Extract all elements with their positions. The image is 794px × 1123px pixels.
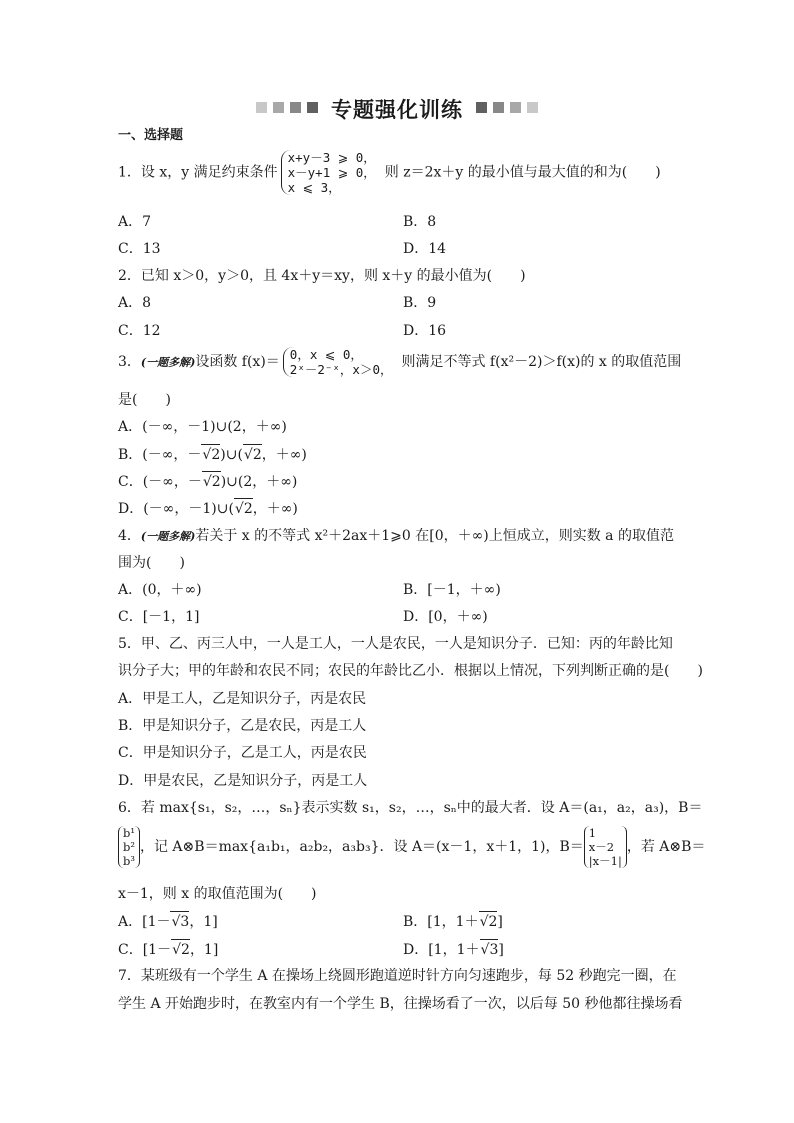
section-heading: 一、选择题 [118, 128, 184, 143]
constraint-brace: x+y－3 ⩾ 0， x－y+1 ⩾ 0， x ⩽ 3， [281, 150, 382, 195]
q6-option-c: C．[1－√ 2，1] [118, 939, 218, 960]
one-problem-multi-solution-tag: (一题多解) [140, 356, 196, 369]
q4-option-c: C．[－1，1] [118, 609, 200, 625]
question-3-stem-cont: 是( ) [118, 392, 171, 408]
q1-option-d: D．14 [403, 241, 447, 257]
decor-squares-left [253, 101, 321, 117]
question-6-stem-end: x－1，则 x 的取值范围为( ) [118, 886, 317, 902]
q5-option-d: D．甲是农民，乙是知识分子，丙是工人 [118, 773, 368, 789]
title-banner [0, 94, 794, 124]
q2-option-b: B．9 [403, 295, 437, 311]
q2-option-a: A．8 [118, 295, 152, 311]
q1-option-c: C．13 [118, 241, 161, 257]
q6-option-a: A．[1－√ 3，1] [118, 911, 218, 932]
q3-option-d: D．(－∞，－1)∪(√ 2，＋∞) [118, 498, 298, 519]
q4-option-a: A．(0，＋∞) [118, 582, 202, 598]
page-title: 专题强化训练 [331, 98, 463, 122]
q1-option-a: A．7 [118, 214, 152, 230]
question-4-stem-cont: 围为( ) [118, 555, 185, 571]
q6-option-d: D．[1，1＋√ 3] [403, 939, 504, 960]
q1-option-b: B．8 [403, 214, 437, 230]
decor-squares-right [473, 101, 541, 117]
question-7-stem: 7．某班级有一个学生 A 在操场上绕圆形跑道逆时针方向匀速跑步，每 52 秒跑完一圈，在 [118, 968, 677, 984]
q2-option-d: D．16 [403, 323, 447, 339]
q5-option-a: A．甲是工人，乙是知识分子，丙是农民 [118, 691, 367, 707]
q3-option-b: B．(－∞，－√ 2)∪(√ 2，＋∞) [118, 444, 307, 465]
question-3-stem: 3．(一题多解)设函数 f(x)＝ 0，x ⩽ 0， 2ˣ－2⁻ˣ，x＞0， 则满足不等式 f(x²－2)＞f(x)的 x 的取值范围 [118, 347, 682, 377]
question-2-stem: 2．已知 x＞0，y＞0，且 4x＋y＝xy，则 x＋y 的最小值为( ) [118, 268, 526, 284]
q3-option-c: C．(－∞，－√ 2)∪(2，＋∞) [118, 471, 297, 492]
question-6-stem: 6．若 max{s₁，s₂，…，sₙ}表示实数 s₁，s₂，…，sₙ中的最大者．设 A＝(a₁，a₂，a₃)，B＝ [118, 800, 703, 816]
q5-option-c: C．甲是知识分子，乙是工人，丙是农民 [118, 745, 367, 761]
q4-option-b: B．[－1，＋∞) [403, 582, 501, 598]
question-5-stem: 5．甲、乙、丙三人中，一人是工人，一人是农民，一人是知识分子．已知：丙的年龄比知 [118, 636, 673, 652]
vector-b-defined: 1 x－2 |x－1| [584, 826, 627, 868]
q5-option-b: B．甲是知识分子，乙是农民，丙是工人 [118, 718, 367, 734]
question-7-stem-cont: 学生 A 开始跑步时，在教室内有一个学生 B，往操场看了一次，以后每 50 秒他都往操场看 [118, 996, 683, 1012]
question-6-stem-cont: b¹ b² b³ ，记 A⊗B＝max{a₁b₁，a₂b₂，a₃b₃}．设 A＝(x－1，x＋1，1)，B＝ 1 x－2 |x－1| ，若 A⊗B＝ [118, 826, 705, 868]
q6-option-b: B．[1，1＋√ 2] [403, 911, 503, 932]
vector-b: b¹ b² b³ [118, 826, 140, 868]
question-4-stem: 4．(一题多解)若关于 x 的不等式 x²＋2ax＋1⩾0 在[0，＋∞)上恒成立，则实数 a 的取值范 [118, 528, 674, 544]
piecewise-brace: 0，x ⩽ 0， 2ˣ－2⁻ˣ，x＞0， [283, 347, 399, 377]
q3-option-a: A．(－∞，－1)∪(2，＋∞) [118, 419, 287, 435]
one-problem-multi-solution-tag: (一题多解) [140, 530, 196, 543]
question-1-stem: 1．设 x，y 满足约束条件 x+y－3 ⩾ 0， x－y+1 ⩾ 0， x ⩽ 3， 则 z＝2x＋y 的最小值与最大值的和为( ) [118, 150, 661, 195]
question-5-stem-cont: 识分子大；甲的年龄和农民不同；农民的年龄比乙小．根据以上情况，下列判断正确的是( ) [118, 663, 703, 679]
q4-option-d: D．[0，＋∞) [403, 609, 488, 625]
q2-option-c: C．12 [118, 323, 161, 339]
